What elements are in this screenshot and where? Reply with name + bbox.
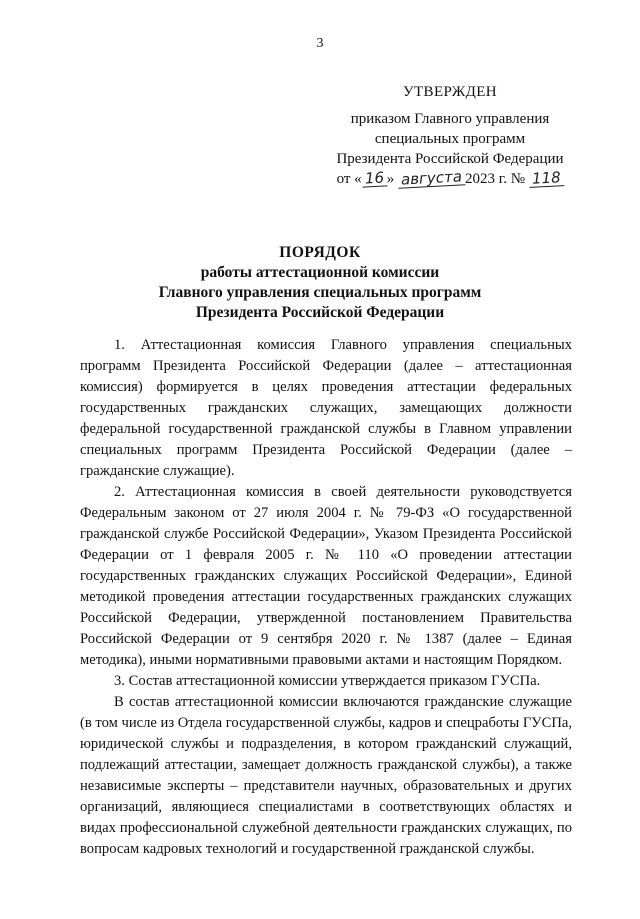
paragraph-4: В состав аттестационной комиссии включаются гражданские служащие (в том числе из Отдела государственной службы, кадров и спецработы ГУСПа, юридической службы и подразделения, в котором гражданский служащий, подлежащий аттестации, замещает должность гражданской службы), а также независимые эксперты – представители научных, образовательных и других организаций, являющиеся специалистами в соответствующих областях и видах профессиональной служебной деятельности гражданских служащих, по вопросам кадровых технологий и государственной гражданской службы. — [80, 694, 572, 857]
heading-title: ПОРЯДОК — [279, 244, 361, 261]
date-year: 2023 г. — [465, 171, 507, 187]
number-label: № — [510, 171, 526, 187]
document-heading — [0, 243, 640, 323]
approval-line-3: Президента Российской Федерации — [336, 151, 564, 167]
heading-subtitle-1: работы аттестационной комиссии — [200, 264, 440, 281]
paragraph-2: 2. Аттестационная комиссия в своей деятельности руководствуется Федеральным законом от 27 июля 2004 г. № 79-ФЗ «О государственной гражданской службе Российской Федерации», Указом Президента Российской Федерации от 1 февраля 2005 г. № 110 «О проведении аттестации государственных гражданских служащих Российской Федерации», Единой методикой проведения аттестации государственных гражданских служащих Российской Федерации, утвержденной постановлением Правительства Российской Федерации от 9 сентября 2020 г. № 1387 (далее – Единая методика), иными нормативными правовыми актами и настоящим Порядком. — [80, 484, 572, 668]
date-quote-close: » — [386, 171, 395, 187]
handwritten-day: 16 — [361, 169, 387, 187]
approval-line-2: специальных программ — [374, 131, 526, 147]
page-number: 3 — [316, 36, 324, 51]
heading-subtitle-3: Президента Российской Федерации — [195, 304, 445, 321]
document-body — [80, 335, 572, 860]
handwritten-number: 118 — [528, 169, 563, 188]
heading-subtitle-2: Главного управления специальных программ — [158, 284, 482, 301]
approval-block — [300, 82, 600, 189]
date-prefix: от « — [336, 171, 362, 187]
paragraph-3: 3. Состав аттестационной комиссии утверждается приказом ГУСПа. — [114, 673, 541, 689]
handwritten-month: августа — [398, 168, 466, 188]
approval-title: УТВЕРЖДЕН — [402, 84, 498, 100]
approval-line-1: приказом Главного управления — [350, 111, 550, 127]
approval-date-line — [300, 169, 600, 189]
paragraph-1: 1. Аттестационная комиссия Главного управления специальных программ Президента Российской Федерации (далее – аттестационная комиссия) формируется в целях проведения аттестации федеральных государственных гражданских служащих, замещающих должности федеральной государственной гражданской службы в Главном управлении специальных программ Президента Российской Федерации (далее – гражданские служащие). — [80, 337, 572, 479]
